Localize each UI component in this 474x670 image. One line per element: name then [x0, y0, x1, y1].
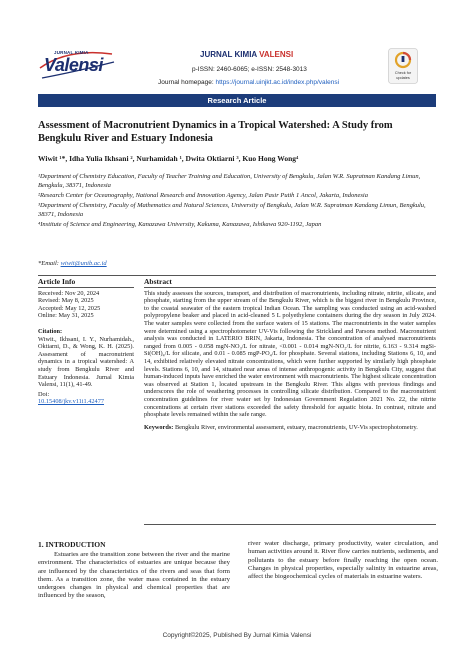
abstract-panel: [144, 278, 436, 431]
divider: [144, 524, 436, 525]
divider: [38, 287, 134, 288]
corresponding-email: *Email: wiwit@unib.ac.id: [38, 260, 107, 267]
logo-small-text: JURNAL KIMIA: [54, 50, 89, 55]
date-online: Online: May 31, 2025: [38, 312, 94, 320]
email-link[interactable]: wiwit@unib.ac.id: [60, 260, 107, 267]
affiliation-item: ¹Department of Chemistry Education, Faculty of Teacher Training and Education, University of Bengkulu, Jalan W.R. Supratman Kandang Limun, Bengkulu, 38371, Indonesia: [38, 173, 421, 189]
journal-header: [0, 40, 474, 90]
intro-paragraph-left: Estuaries are the transition zone between the river and the marine environment. The characteristics of estuaries are unique because they are influenced by the characteristics of the rivers and seas that form them. As a transition zone, the water mass contained in the estuary undergoes changes in physical and chemical properties that are influenced by the season,: [38, 551, 230, 600]
article-type-banner: Research Article: [38, 94, 436, 107]
badge-line-2: updates: [396, 76, 410, 80]
check-for-updates-icon: [388, 48, 418, 84]
section-heading-introduction: 1. INTRODUCTION: [38, 540, 106, 549]
abstract-heading: Abstract: [144, 277, 172, 286]
divider: [38, 275, 436, 276]
doi-link[interactable]: 10.15408/jkv.v11i1.42477: [38, 398, 105, 406]
check-for-updates-badge[interactable]: [388, 48, 418, 84]
keywords-label: Keywords:: [144, 423, 174, 431]
journal-homepage: Journal homepage: https://journal.uinjkt.ac.id/index.php/valensi: [158, 79, 340, 86]
author-list: Wiwit ¹*, Idha Yulia Ikhsani ², Nurhamidah ¹, Dwita Oktiarni ³, Kuo Hong Wong⁴: [38, 154, 299, 163]
logo-wordmark: Valensi: [44, 55, 103, 75]
article-title: Assessment of Macronutrient Dynamics in a Tropical Watershed: A Study from Bengkulu River and Estuary Indonesia: [38, 120, 393, 144]
affiliation-item: ²Research Center for Oceanography, National Research and Innovation Agency, Jalan Pasir Putih 1 Ancol, Jakarta, Indonesia: [38, 192, 368, 199]
doi-label: Doi:: [38, 390, 50, 398]
article-info-heading: Article Info: [38, 277, 76, 286]
abstract-text: This study assesses the sources, transport, and distribution of macronutrients, including nitrate, nitrite, silicate, and phosphate, starting from the upper stream of the Bengkulu River, which is the biggest river in Bengkulu Province, to the coastal seawater of the eastern tropical Indian Ocean. The sampling was conducted using an acid-washed polypropylene beaker and placed in acid-cleaned 5 L polyethylene containers during the dry season in July 2024. The water samples were collected from the surface waters of 15 stations. The macronutrients in the water samples were determined using a spectrophotometer UV-Vis following the Strickland and Parsons method. Macronutrient analysis was conducted in LATERIO BRIN, Jakarta, Indonesia. The concentration of analysed macronutrients ranged from 0.005 - 0.058 mgN-NO₃/L for nitrate, <0.001 - 0.014 mgN-NO₂/L for nitrite, 6.163 - 9.314 mgSi-Si(OH)₄/L for silicate, and 0.01 - 0.085 mgP-PO₄/L for phosphate. Several stations, including Stations 6, 10, and 14, exhibited relatively elevated nitrate concentrations, which were further supported by similarly high phosphate levels. Stations 6, 10, and 14, situated near areas of intense anthropogenic activity in Bengkulu City, suggest that human-induced inputs have enriched the water environment with macronutrients. The highest silicate concentration was observed at Station 1, located upstream in the Bengkulu River. This aligns with previous findings and underscores the role of weathering processes in controlling silicate distribution. Compared to the macronutrient concentration guidelines for river water set by Indonesian Government Regulation 2021 No. 22, the nitrite concentrations at certain river stations exceeded the safety threshold for aquatic biota. In contrast, nitrate and phosphate levels remained within the safe range.: [144, 289, 436, 419]
intro-paragraph-right: river water discharge, primary productivity, water circulation, and human activities around it. River flow carries nutrients, sediments, and pollutants to the estuary before finally reaching the open ocean. Changes in physical properties, especially salinity in estuarine areas, affect the biogeochemical cycles of materials in estuarine waters.: [248, 540, 438, 581]
affiliations: [38, 172, 438, 230]
article-info-panel: [38, 278, 134, 406]
journal-logo: [38, 48, 116, 82]
journal-name: JURNAL KIMIA VALENSI: [200, 50, 294, 59]
issn: p-ISSN: 2460-6065; e-ISSN: 2548-3013: [192, 66, 307, 73]
homepage-link[interactable]: https://journal.uinjkt.ac.id/index.php/valensi: [215, 79, 340, 86]
copyright-footer: Copyright©2025, Published By Jurnal Kimia Valensi: [162, 632, 312, 639]
keywords-text: Bengkulu River, environmental assessment, estuary, macronutrients, UV-Vis spectrophotometry.: [174, 423, 418, 431]
badge-line-1: Check for: [394, 71, 412, 75]
citation-text: Wiwit., Ikhsani, I. Y., Nurhamidah., Oktiarni, D., & Wong, K. H. (2025). Assessment of macronutrient dynamics in a tropical watershed: A study from Bengkulu River and Estuary Indonesia. Jurnal Kimia Valensi, 11(1), 41-49.: [38, 335, 134, 389]
keywords: [144, 424, 436, 432]
date-accepted: Accepted: May 12, 2025: [38, 304, 101, 312]
date-received: Received: Nov 20, 2024: [38, 289, 100, 297]
affiliation-item: ³Department of Chemistry, Faculty of Mathematics and Natural Sciences, University of Bengkulu, Jalan W.R. Supratman Kandang Limun, Bengkulu, 38371, Indonesia: [38, 202, 426, 218]
date-revised: Revised: May 8, 2025: [38, 297, 94, 305]
divider: [144, 287, 436, 288]
citation-label: Citation:: [38, 327, 63, 335]
affiliation-item: ⁴Institute of Science and Engineering, Kanazawa University, Kakuma, Kanazawa, Ishikawa 920-1192, Japan: [38, 221, 322, 228]
